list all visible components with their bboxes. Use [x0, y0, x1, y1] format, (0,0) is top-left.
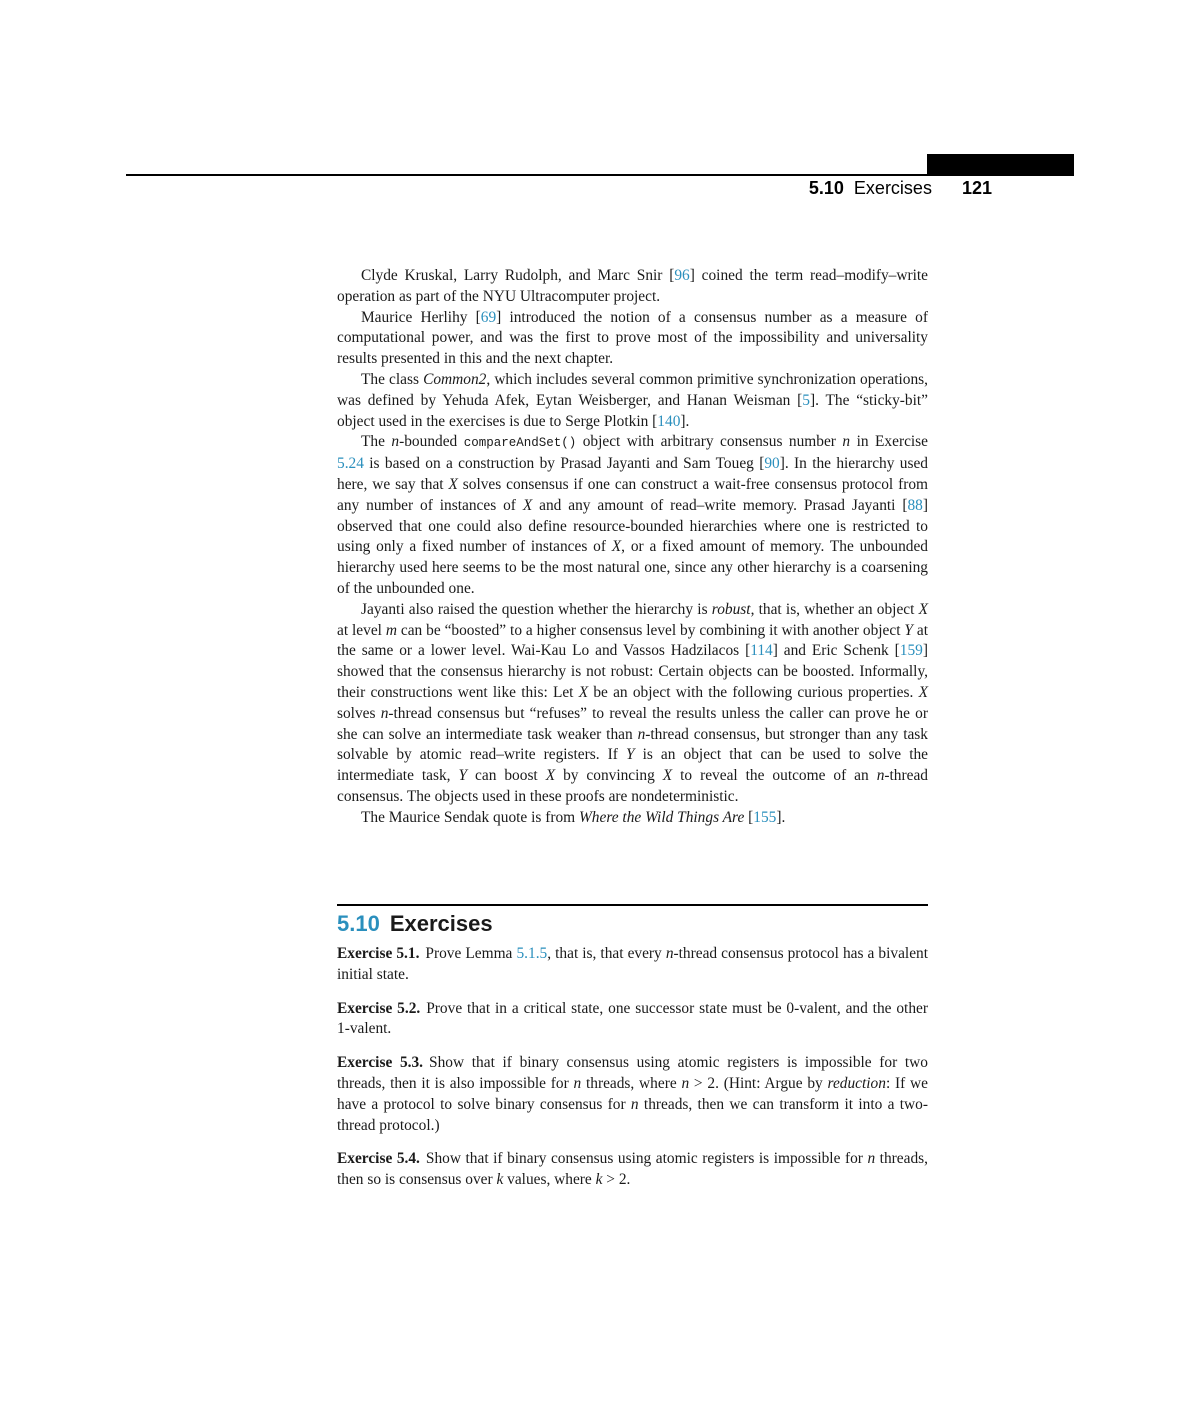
- math-variable: n: [876, 767, 885, 785]
- exercises-heading: [337, 911, 493, 937]
- chapter-tab-marker: [927, 154, 1074, 176]
- paragraph-herlihy: [337, 308, 928, 370]
- citation-link[interactable]: 155: [753, 808, 777, 826]
- text-span: Show that if binary consensus using atomic registers is impossible for two threads, then it is also impossible for: [337, 1054, 928, 1092]
- text-span: threads, then so is consensus over: [337, 1150, 928, 1189]
- exercise-label: Exercise 5.2.: [337, 999, 421, 1017]
- page-number: 121: [961, 178, 992, 198]
- exercises-rule: [337, 904, 928, 906]
- citation-link[interactable]: 159: [899, 642, 923, 660]
- text-span: ] and Eric Schenk [: [772, 642, 900, 660]
- text-span: ] showed that the consensus hierarchy is not robust: Certain objects can be boosted. Informally, their constructions went like this: Let: [337, 642, 928, 701]
- citation-link[interactable]: 69: [480, 308, 497, 326]
- citation-link[interactable]: 5: [802, 391, 810, 409]
- text-span: The Maurice Sendak quote is from: [361, 808, 579, 826]
- text-span: ] coined the term read–modify–write operation as part of the NYU Ultracomputer project.: [337, 267, 928, 305]
- text-span: values, where: [503, 1171, 596, 1189]
- text-span: is based on a construction by Prasad Jayanti and Sam Toueg [: [363, 455, 765, 473]
- text-span: Prove Lemma: [425, 945, 517, 962]
- text-span: solves: [337, 704, 381, 722]
- math-variable: Y: [458, 767, 468, 785]
- text-span: [: [744, 808, 754, 826]
- text-span: -thread consensus protocol has a bivalent initial state.: [337, 945, 928, 983]
- math-variable: n: [637, 725, 646, 743]
- math-variable: X: [918, 600, 929, 618]
- math-variable: n: [391, 433, 400, 451]
- text-span: by convincing: [555, 767, 663, 785]
- math-variable: n: [665, 945, 674, 962]
- chapter-notes: [337, 266, 928, 829]
- math-variable: X: [545, 767, 556, 785]
- citation-link[interactable]: 96: [674, 267, 690, 284]
- text-span: > 2. (Hint: Argue by: [689, 1074, 828, 1092]
- text-span: ] observed that one could also define resource-bounded hierarchies where one is restricted to using only a fixed number of instances of: [337, 496, 928, 556]
- math-variable: X: [522, 496, 533, 514]
- text-span: at level: [337, 621, 386, 639]
- text-span: : If we have a protocol to solve binary consensus for: [337, 1074, 928, 1113]
- exercise-5-2: [337, 999, 928, 1041]
- text-span: Jayanti also raised the question whether the hierarchy is: [361, 600, 712, 618]
- italic-title: Where the Wild Things Are: [578, 808, 745, 826]
- text-span: threads, where: [581, 1074, 682, 1092]
- text-span: The: [361, 433, 392, 451]
- text-span: can be “boosted” to a higher consensus level by combining it with another object: [396, 621, 905, 639]
- exercises-section-title: Exercises: [389, 911, 493, 936]
- math-variable: k: [595, 1171, 603, 1189]
- exercise-5-1: [337, 944, 928, 986]
- math-variable: X: [918, 683, 928, 701]
- math-variable: n: [573, 1074, 582, 1092]
- text-span: ] introduced the notion of a consensus number as a measure of computational power, and was the first to prove most of the impossibility and universality results presented in this and the next chapter.: [337, 308, 928, 368]
- italic-term: Common2: [423, 370, 487, 388]
- italic-term: robust: [711, 600, 751, 618]
- exercise-5-4: [337, 1149, 928, 1191]
- math-variable: Y: [625, 746, 635, 764]
- text-span: can boost: [467, 767, 546, 785]
- italic-term: reduction: [827, 1074, 886, 1092]
- exercise-5-3: [337, 1053, 928, 1136]
- cross-reference-link[interactable]: 5.1.5: [516, 945, 548, 962]
- math-variable: n: [630, 1095, 639, 1113]
- code-term: compareAndSet(): [463, 436, 577, 451]
- exercises-section-number: 5.10: [337, 911, 380, 936]
- text-span: object with arbitrary consensus number: [576, 433, 843, 451]
- paragraph-bounded-cas: [337, 432, 928, 599]
- text-span: , that is, that every: [547, 945, 666, 962]
- math-variable: n: [842, 433, 851, 451]
- text-span: at the same or a lower level. Wai-Kau Lo and Vassos Hadzilacos [: [337, 621, 928, 660]
- text-span: and any amount of read–write memory. Prasad Jayanti [: [532, 496, 908, 514]
- text-span: -thread consensus, but stronger than any task solvable by atomic read–write registers. If: [337, 725, 928, 764]
- text-span: Maurice Herlihy [: [361, 308, 481, 326]
- math-variable: m: [385, 621, 397, 639]
- text-span: Prove that in a critical state, one successor state must be 0-valent, and the other 1-valent.: [337, 999, 928, 1038]
- math-variable: X: [662, 767, 673, 785]
- math-variable: k: [496, 1171, 504, 1189]
- citation-link[interactable]: 88: [907, 496, 923, 514]
- text-span: -thread consensus. The objects used in these proofs are nondeterministic.: [337, 767, 928, 805]
- running-header: [700, 178, 992, 204]
- text-span: , or a fixed amount of memory. The unbounded hierarchy used here seems to be the most natural one, since any other hierarchy is a coarsening of the unbounded one.: [337, 538, 928, 597]
- citation-link[interactable]: 90: [764, 455, 780, 473]
- text-span: ]. The “sticky-bit” object used in the exercises is due to Serge Plotkin [: [337, 391, 929, 430]
- exercise-list: [337, 944, 928, 1204]
- text-span: is an object that can be used to solve the intermediate task,: [337, 746, 929, 785]
- paragraph-common2: [337, 370, 928, 432]
- text-span: to reveal the outcome of an: [672, 767, 877, 785]
- paragraph-sendak: [337, 808, 928, 829]
- math-variable: X: [578, 683, 589, 701]
- text-span: Show that if binary consensus using atomic registers is impossible for: [425, 1150, 868, 1168]
- text-span: -bounded: [399, 433, 464, 451]
- math-variable: X: [611, 538, 622, 556]
- text-span: The class: [361, 370, 424, 388]
- paragraph-kruskal: [337, 266, 928, 308]
- text-span: solves consensus if one can construct a wait-free consensus protocol from any number of instances of: [337, 475, 929, 514]
- citation-link[interactable]: 114: [750, 642, 773, 660]
- text-span: -thread consensus but “refuses” to reveal the results unless the caller can prove he or she can solve an intermediate task weaker than: [337, 704, 928, 743]
- text-span: in Exercise: [850, 433, 928, 451]
- citation-link[interactable]: 140: [657, 412, 681, 430]
- header-section-number: 5.10: [808, 178, 844, 198]
- math-variable: X: [448, 475, 458, 493]
- math-variable: n: [867, 1150, 876, 1168]
- exercise-label: Exercise 5.1.: [337, 945, 420, 962]
- text-span: > 2.: [602, 1171, 631, 1189]
- text-span: be an object with the following curious properties.: [588, 683, 919, 701]
- text-span: ]. In the hierarchy used here, we say that: [337, 455, 928, 493]
- math-variable: n: [681, 1074, 690, 1092]
- math-variable: Y: [904, 621, 913, 639]
- text-span: threads, then we can transform it into a two-thread protocol.): [337, 1095, 928, 1134]
- text-span: , which includes several common primitive synchronization operations, was defined by Yehuda Afek, Eytan Weisberger, and Hanan Weisman [: [337, 370, 928, 409]
- exercise-label: Exercise 5.4.: [337, 1150, 420, 1168]
- math-variable: n: [380, 704, 389, 722]
- exercise-label: Exercise 5.3.: [337, 1054, 424, 1072]
- text-span: Clyde Kruskal, Larry Rudolph, and Marc Snir [: [361, 267, 675, 284]
- text-span: ].: [776, 808, 786, 826]
- text-span: ].: [680, 412, 690, 430]
- cross-reference-link[interactable]: 5.24: [337, 455, 364, 473]
- paragraph-robust: [337, 600, 928, 808]
- header-section-title: Exercises: [853, 178, 932, 198]
- header-rule: [126, 174, 928, 176]
- text-span: , that is, whether an object: [750, 600, 919, 618]
